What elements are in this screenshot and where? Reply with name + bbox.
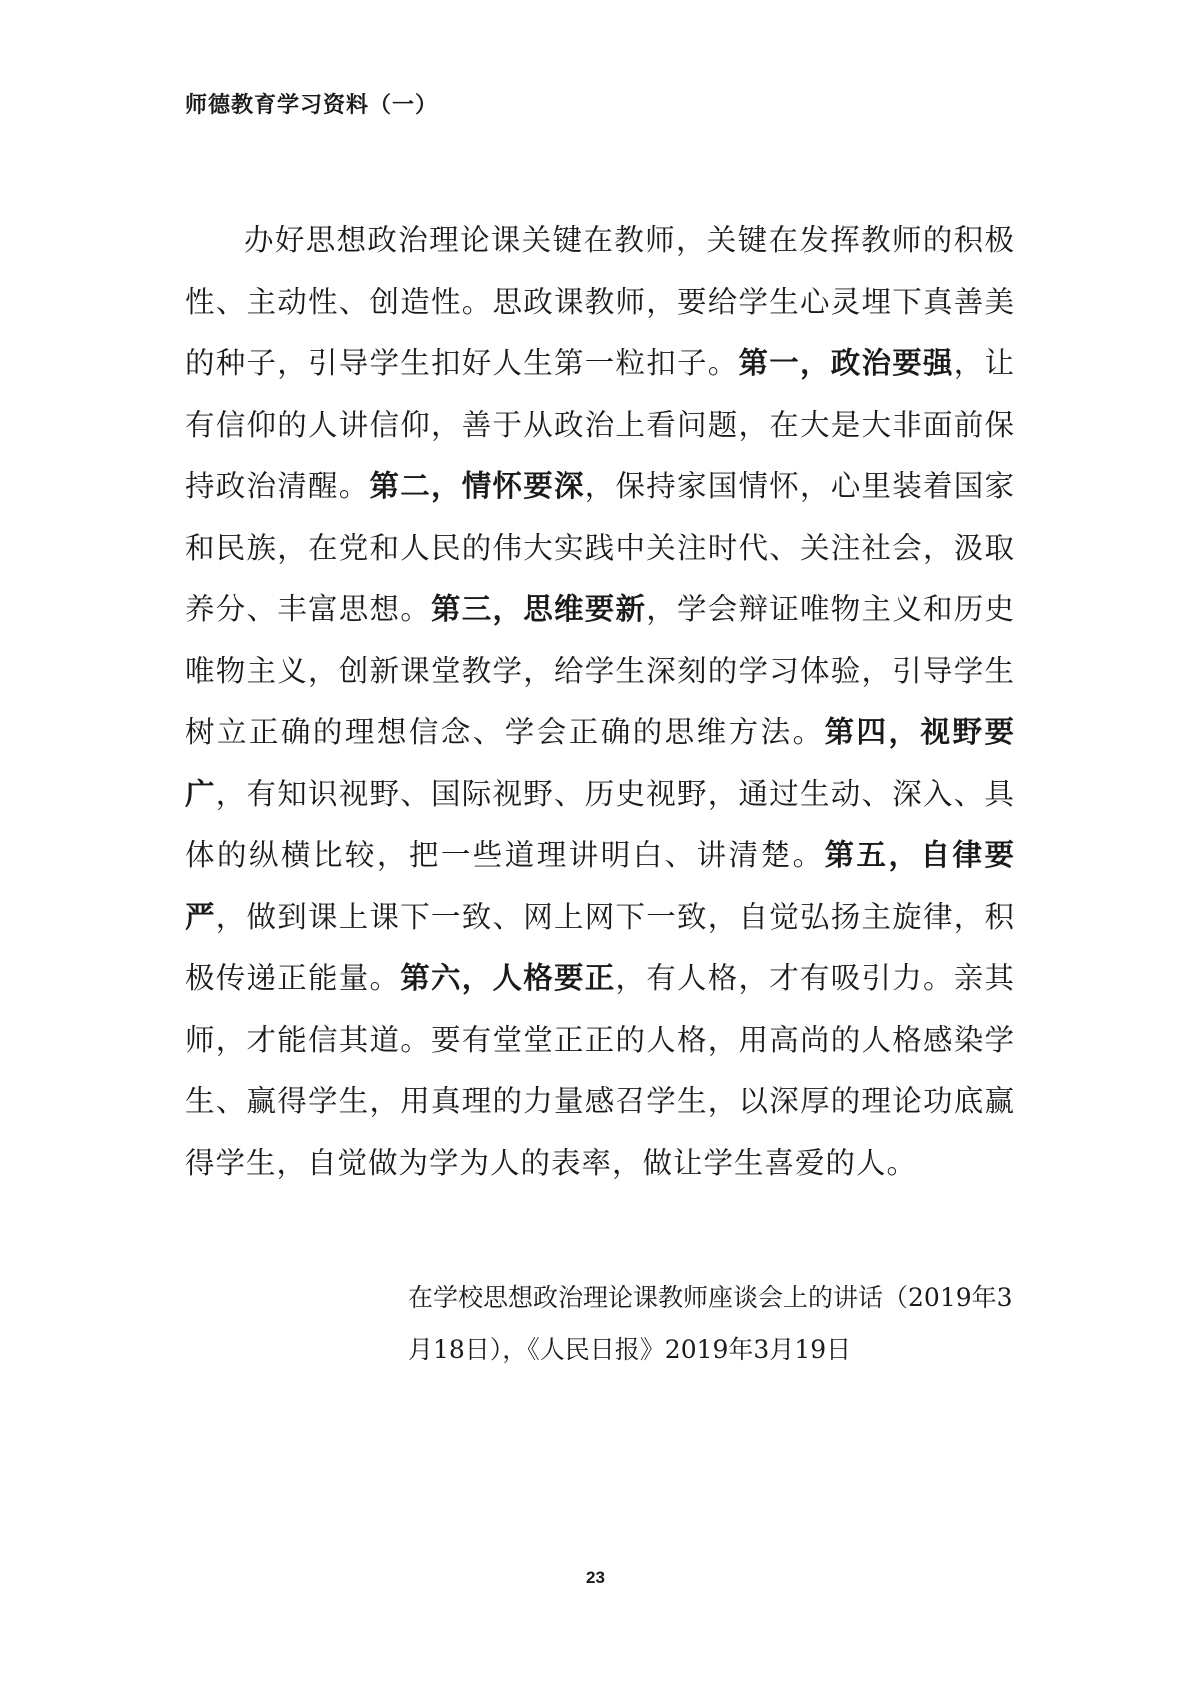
bold-heading-segment: 第一，政治要强: [738, 346, 954, 380]
bold-heading-segment: 第五，自律要严: [185, 838, 1015, 934]
text-segment: ，让有信仰的人讲信仰，善于从政治上看问题，在大是大非面前保持政治清醒。: [185, 346, 1015, 503]
text-segment: ，有知识视野、国际视野、历史视野，通过生动、深入、具体的纵横比较，把一些道理讲明白、讲清楚。: [185, 776, 1015, 872]
body-paragraph: [185, 210, 1015, 1194]
text-segment: ，做到课上课下一致、网上网下一致，自觉弘扬主旋律，积极传递正能量。: [185, 899, 1015, 995]
text-segment: ，有人格，才有吸引力。亲其师，才能信其道。要有堂堂正正的人格，用高尚的人格感染学生、赢得学生，用真理的力量感召学生，以深厚的理论功底赢得学生，自觉做为学为人的表率，做让学生喜爱的人。: [185, 961, 1015, 1180]
page-number: 23: [586, 1568, 605, 1587]
page-header: 师德教育学习资料（一）: [185, 92, 439, 118]
text-segment: ，保持家国情怀，心里装着国家和民族，在党和人民的伟大实践中关注时代、关注社会，汲取养分、丰富思想。: [185, 469, 1015, 626]
text-segment: ，学会辩证唯物主义和历史唯物主义，创新课堂教学，给学生深刻的学习体验，引导学生树立正确的理想信念、学会正确的思维方法。: [185, 592, 1015, 749]
bold-heading-segment: 第六，人格要正: [400, 961, 616, 995]
bold-heading-segment: 第二，情怀要深: [369, 469, 585, 503]
text-segment: 办好思想政治理论课关键在教师，关键在发挥教师的积极性、主动性、创造性。思政课教师，要给学生心灵埋下真善美的种子，引导学生扣好人生第一粒扣子。: [185, 223, 1015, 380]
bold-heading-segment: 第四，视野要广: [185, 715, 1015, 811]
bold-heading-segment: 第三，思维要新: [431, 592, 647, 626]
source-citation: 在学校思想政治理论课教师座谈会上的讲话（2019年3月18日），《人民日报》2019年3月19日: [408, 1283, 1013, 1364]
